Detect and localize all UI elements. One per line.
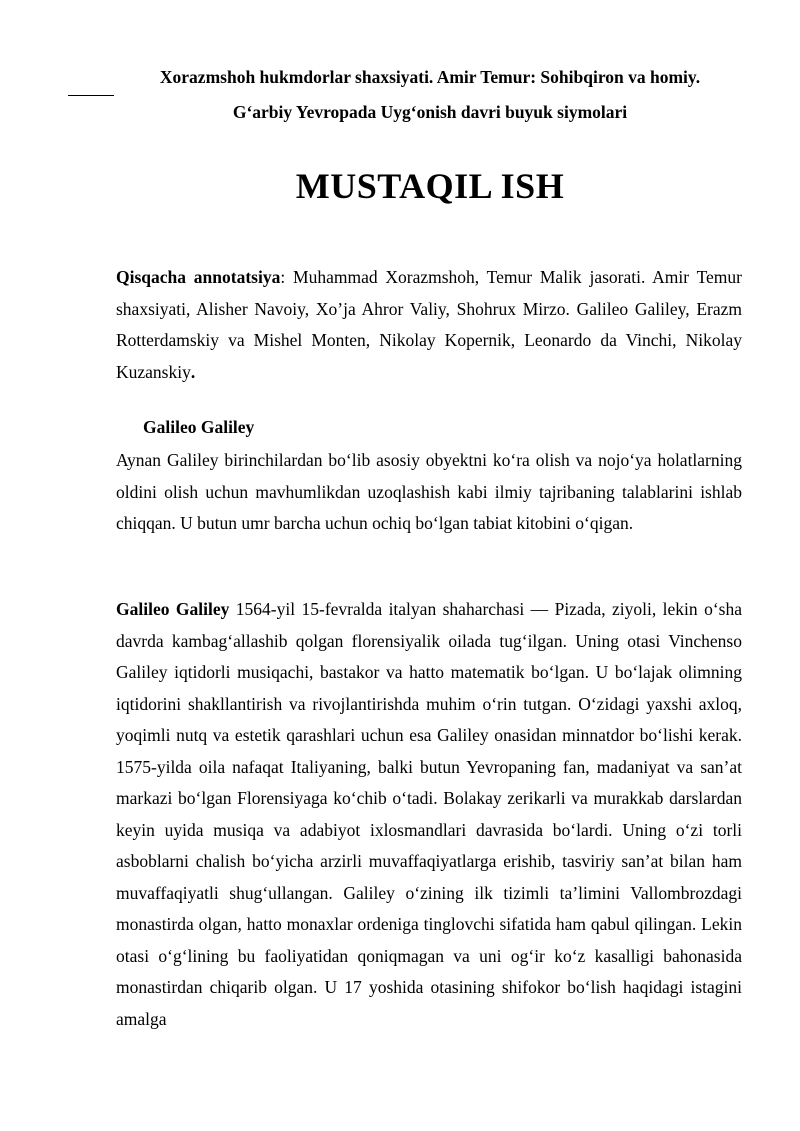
- annotation-separator: :: [280, 267, 286, 287]
- header-line-2: G‘arbiy Yevropada Uyg‘onish davri buyuk siymolari: [232, 102, 628, 122]
- paragraph-2-lead: Galileo Galiley: [116, 599, 230, 619]
- annotation-label: Qisqacha annotatsiya: [116, 267, 281, 287]
- paragraph-1: Aynan Galiley birinchilardan bo‘lib asosiy obyektni ko‘ra olish va nojo‘ya holatlarning oldini olish uchun mavhumlikdan uzoqlashish kabi ilmiy tajribaning talablarini ishlab chiqqan. U butun umr barcha uchun ochiq bo‘lgan tabiat kitobini o‘qigan.: [116, 450, 742, 533]
- document-title: MUSTAQIL ISH: [295, 166, 565, 206]
- paragraph-2: [116, 594, 742, 1035]
- annotation-end-mark: .: [190, 361, 196, 382]
- section-heading: Galileo Galiley: [143, 417, 255, 437]
- annotation-paragraph: [116, 262, 742, 388]
- margin-rule: [68, 95, 114, 96]
- header-line-1: Xorazmshoh hukmdorlar shaxsiyati. Amir Temur: Sohibqiron va homiy.: [159, 67, 701, 87]
- paragraph-2-text: 1564-yil 15-fevralda italyan shaharchasi — Pizada, ziyoli, lekin o‘sha davrda kambag‘allashib qolgan florensiyalik oilada tug‘ilgan. Uning otasi Vinchenso Galiley iqtidorli musiqachi, bastakor va hatto matematik bo‘lgan. U bo‘lajak olimning iqtidorini shakllantirish va rivojlantirishda muhim o‘rin tutgan. O‘zidagi yaxshi axloq, yoqimli nutq va estetik qarashlari uchun esa Galiley onasidan minnatdor bo‘lishi kerak. 1575-yilda oila nafaqat Italiyaning, balki butun Yevropaning fan, madaniyat va san’at markazi bo‘lgan Florensiyaga ko‘chib o‘tadi. Bolakay zerikarli va murakkab darslardan keyin uyida musiqa va adabiyot ixlosmandlari davrasida bo‘lardi. Uning o‘zi torli asboblarni chalish bo‘yicha arzirli muvaffaqiyatlarga erishib, tasviriy san’at bilan ham muvaffaqiyatli shug‘ullangan. Galiley o‘zining ilk tizimli ta’limini Vallombrozdagi monastirda olgan, hatto monaxlar ordeniga tinglovchi sifatida ham qabul qilingan. Lekin otasi o‘g‘lining bu faoliyatidan qoniqmagan va uni og‘ir ko‘z kasalligi bahonasida monastirdan chiqarib olgan. U 17 yoshida otasining shifokor bo‘lish haqidagi istagini amalga: [116, 599, 742, 1029]
- annotation-text: Muhammad Xorazmshoh, Temur Malik jasorati. Amir Temur shaxsiyati, Alisher Navoiy, Xo’ja Ahror Valiy, Shohrux Mirzo. Galileo Galiley, Erazm Rotterdamskiy va Mishel Monten, Nikolay Kopernik, Leonardo da Vinchi, Nikolay Kuzanskiy: [116, 267, 743, 382]
